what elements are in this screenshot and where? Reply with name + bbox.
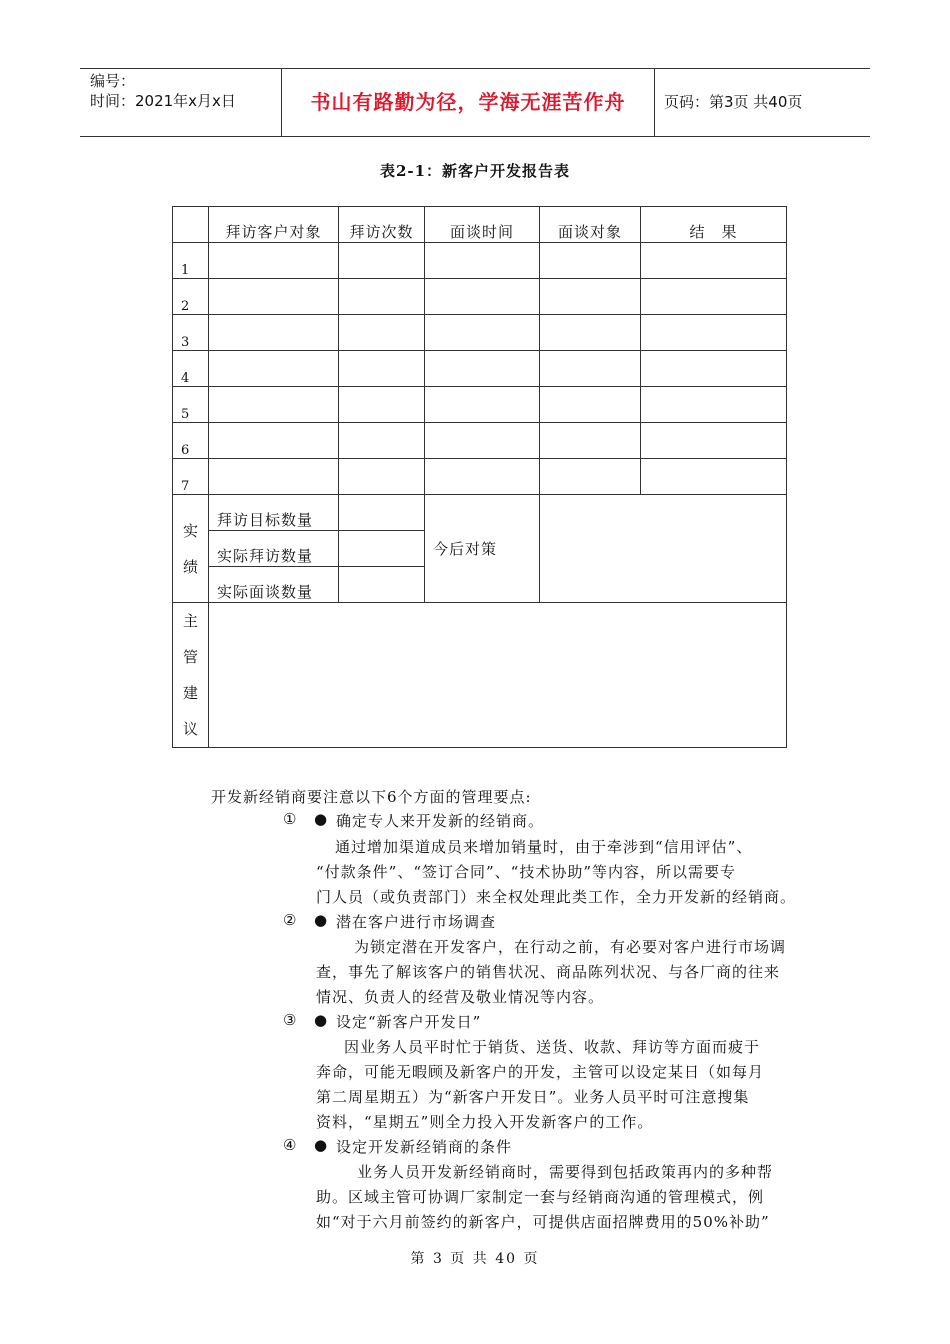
performance-row — [173, 495, 787, 531]
page-header — [80, 68, 870, 137]
bullet-icon: ● — [314, 1011, 329, 1029]
row-number: 4 — [173, 351, 209, 387]
item-line: 因业务人员平时忙于销货、送货、收款、拜访等方面而疲于 — [344, 1038, 761, 1056]
bullet-icon: ● — [314, 1136, 329, 1154]
performance-label: 实 绩 — [173, 495, 209, 603]
item-marker: ③ — [283, 1011, 298, 1029]
header-meta — [80, 69, 282, 136]
column-header: 面谈对象 — [540, 207, 641, 243]
bullet-icon: ● — [314, 810, 329, 828]
item-line: 助。区域主管可协调厂家制定一套与经销商沟通的管理模式，例 — [316, 1188, 765, 1206]
performance-item: 实际面谈数量 — [209, 567, 339, 603]
future-strategy-value — [540, 495, 787, 603]
item-line: 第二周星期五）为“新客户开发日”。业务人员平时可注意搜集 — [316, 1088, 750, 1106]
item-line: 情况、负责人的经营及敬业情况等内容。 — [316, 988, 605, 1006]
table-row — [173, 423, 787, 459]
header-page-info: 页码：第3页 共40页 — [664, 93, 803, 111]
column-header: 面谈时间 — [425, 207, 540, 243]
column-header: 结 果 — [641, 207, 787, 243]
corner-cell — [173, 207, 209, 243]
table-row — [173, 315, 787, 351]
item-heading: 潜在客户进行市场调查 — [336, 913, 497, 931]
row-number: 3 — [173, 315, 209, 351]
item-marker: ② — [283, 911, 298, 929]
row-number: 1 — [173, 243, 209, 279]
item-heading: 设定“新客户开发日” — [336, 1013, 482, 1031]
item-heading: 确定专人来开发新的经销商。 — [336, 812, 545, 830]
table-row — [173, 459, 787, 495]
table-row — [173, 351, 787, 387]
row-number: 2 — [173, 279, 209, 315]
item-line: 通过增加渠道成员来增加销量时，由于牵涉到“信用评估”、 — [335, 838, 753, 856]
table-row — [173, 279, 787, 315]
item-line: 业务人员开发新经销商时，需要得到包括政策再内的多种帮 — [357, 1163, 774, 1181]
item-heading: 设定开发新经销商的条件 — [336, 1138, 513, 1156]
future-strategy-label: 今后对策 — [425, 495, 540, 603]
table-title: 表2-1：新客户开发报告表 — [379, 162, 571, 180]
table-row — [173, 243, 787, 279]
item-marker: ④ — [283, 1136, 298, 1154]
date-label: 时间：2021年x月x日 — [90, 92, 236, 110]
supervisor-row — [173, 603, 787, 748]
item-line: 奔命，可能无暇顾及新客户的开发，主管可以设定某日（如每月 — [316, 1063, 765, 1081]
bullet-icon: ● — [314, 911, 329, 929]
supervisor-advice — [209, 603, 787, 748]
column-header: 拜访客户对象 — [209, 207, 339, 243]
supervisor-label: 主 管 建 议 — [173, 603, 209, 748]
table-header-row — [173, 207, 787, 243]
table-row — [173, 387, 787, 423]
item-line: 为锁定潜在开发客户，在行动之前，有必要对客户进行市场调 — [354, 938, 787, 956]
code-label: 编号： — [90, 72, 136, 90]
header-motto: 书山有路勤为径，学海无涯苦作舟 — [282, 69, 655, 136]
column-header: 拜访次数 — [339, 207, 425, 243]
row-number: 5 — [173, 387, 209, 423]
item-line: 查，事先了解该客户的销售状况、商品陈列状况、与各厂商的往来 — [316, 963, 781, 981]
item-marker: ① — [283, 810, 298, 828]
item-line: 资料，“星期五”则全力投入开发新客户的工作。 — [316, 1113, 654, 1131]
intro-paragraph: 开发新经销商要注意以下6个方面的管理要点: — [211, 788, 532, 806]
row-number: 7 — [173, 459, 209, 495]
report-table — [172, 206, 787, 748]
page-footer: 第 3 页 共 40 页 — [410, 1251, 540, 1267]
performance-item: 拜访目标数量 — [209, 495, 339, 531]
row-number: 6 — [173, 423, 209, 459]
performance-item: 实际拜访数量 — [209, 531, 339, 567]
item-line: “付款条件”、“签订合同”、“技术协助”等内容，所以需要专 — [316, 863, 737, 881]
item-line: 如“对于六月前签约的新客户，可提供店面招牌费用的50%补助” — [316, 1213, 770, 1231]
item-line: 门人员（或负责部门）来全权处理此类工作，全力开发新的经销商。 — [316, 888, 797, 906]
